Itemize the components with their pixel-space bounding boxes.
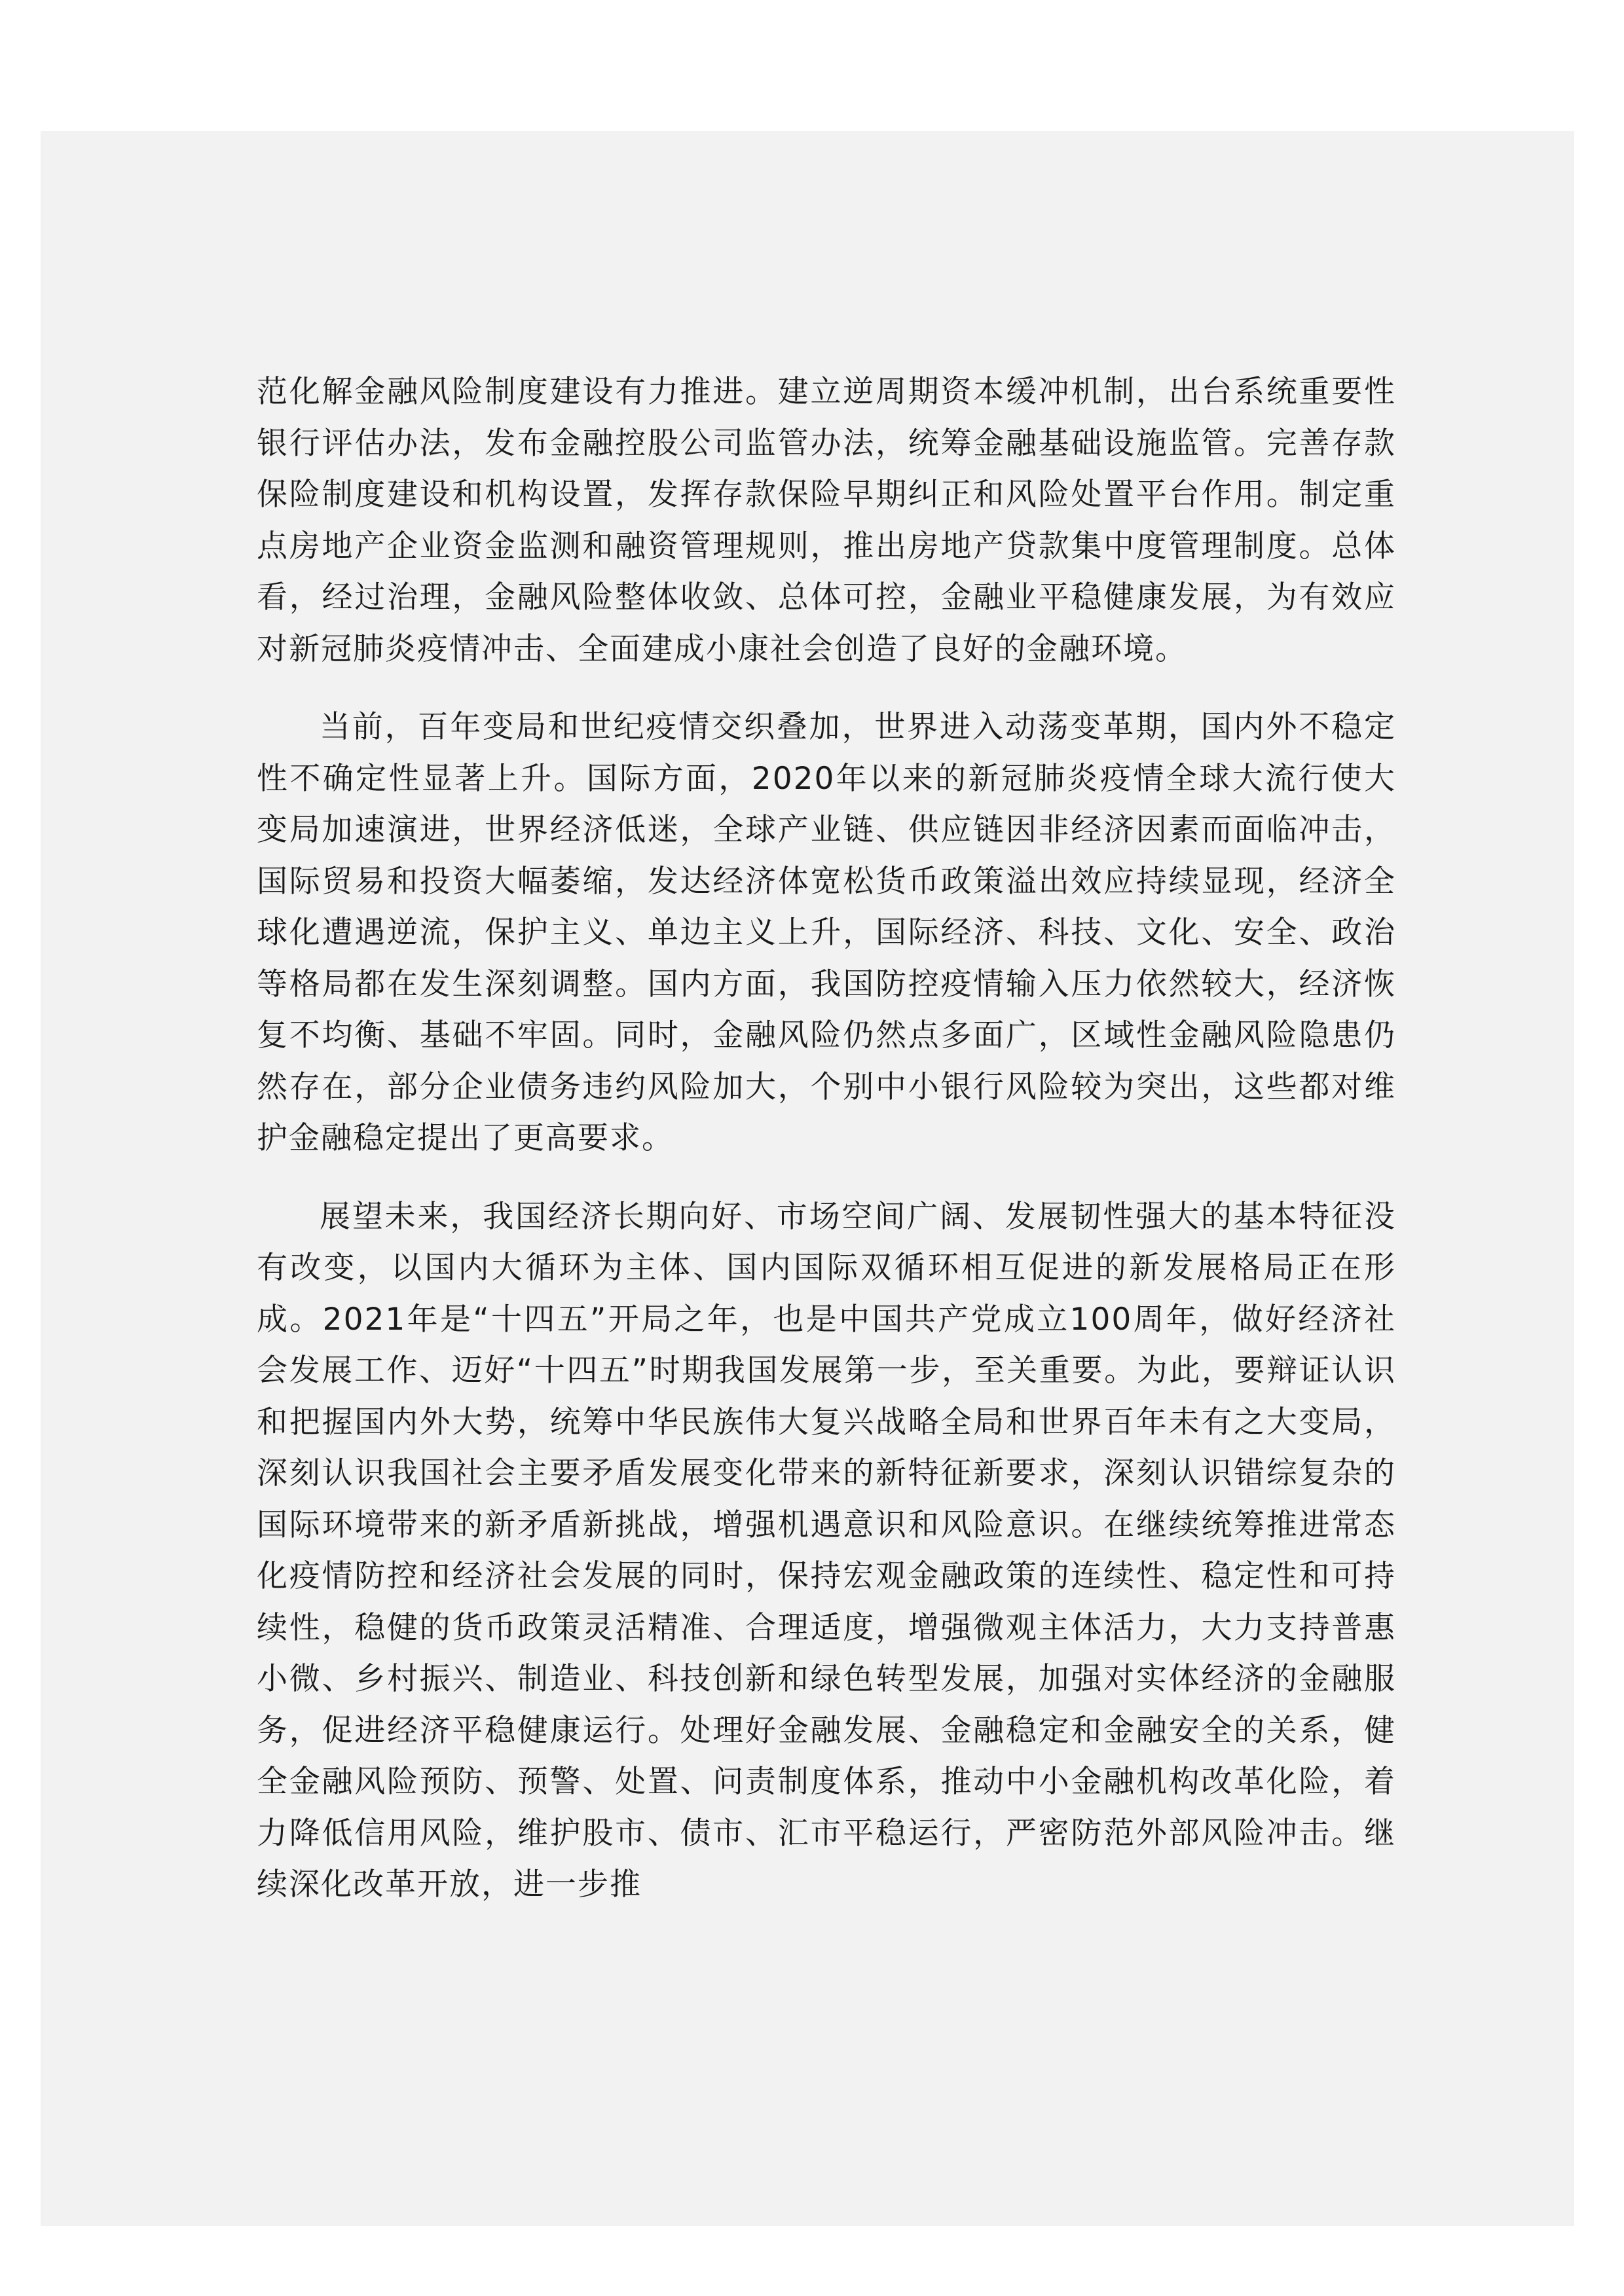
paragraph-current-situation: 当前，百年变局和世纪疫情交织叠加，世界进入动荡变革期，国内外不稳定性不确定性显著上升。国际方面，2020年以来的新冠肺炎疫情全球大流行使大变局加速演进，世界经济低迷，全球产业链、供应链因非经济因素而面临冲击，国际贸易和投资大幅萎缩，发达经济体宽松货币政策溢出效应持续显现，经济全球化遭遇逆流，保护主义、单边主义上升，国际经济、科技、文化、安全、政治等格局都在发生深刻调整。国内方面，我国防控疫情输入压力依然较大，经济恢复不均衡、基础不牢固。同时，金融风险仍然点多面广，区域性金融风险隐患仍然存在，部分企业债务违约风险加大，个别中小银行风险较为突出，这些都对维护金融稳定提出了更高要求。 [257, 709, 1396, 1156]
body-text [257, 367, 1396, 1938]
paragraph-continuation: 范化解金融风险制度建设有力推进。建立逆周期资本缓冲机制，出台系统重要性银行评估办法，发布金融控股公司监管办法，统筹金融基础设施监管。完善存款保险制度建设和机构设置，发挥存款保险早期纠正和风险处置平台作用。制定重点房地产企业资金监测和融资管理规则，推出房地产贷款集中度管理制度。总体看，经过治理，金融风险整体收敛、总体可控，金融业平稳健康发展，为有效应对新冠肺炎疫情冲击、全面建成小康社会创造了良好的金融环境。 [257, 374, 1396, 667]
paragraph-outlook: 展望未来，我国经济长期向好、市场空间广阔、发展韧性强大的基本特征没有改变，以国内大循环为主体、国内国际双循环相互促进的新发展格局正在形成。2021年是“十四五”开局之年，也是中国共产党成立100周年，做好经济社会发展工作、迈好“十四五”时期我国发展第一步，至关重要。为此，要辩证认识和把握国内外大势，统筹中华民族伟大复兴战略全局和世界百年未有之大变局，深刻认识我国社会主要矛盾发展变化带来的新特征新要求，深刻认识错综复杂的国际环境带来的新矛盾新挑战，增强机遇意识和风险意识。在继续统筹推进常态化疫情防控和经济社会发展的同时，保持宏观金融政策的连续性、稳定性和可持续性，稳健的货币政策灵活精准、合理适度，增强微观主体活力，大力支持普惠小微、乡村振兴、制造业、科技创新和绿色转型发展，加强对实体经济的金融服务，促进经济平稳健康运行。处理好金融发展、金融稳定和金融安全的关系，健全金融风险预防、预警、处置、问责制度体系，推动中小金融机构改革化险，着力降低信用风险，维护股市、债市、汇市平稳运行，严密防范外部风险冲击。继续深化改革开放，进一步推 [257, 1198, 1396, 1903]
